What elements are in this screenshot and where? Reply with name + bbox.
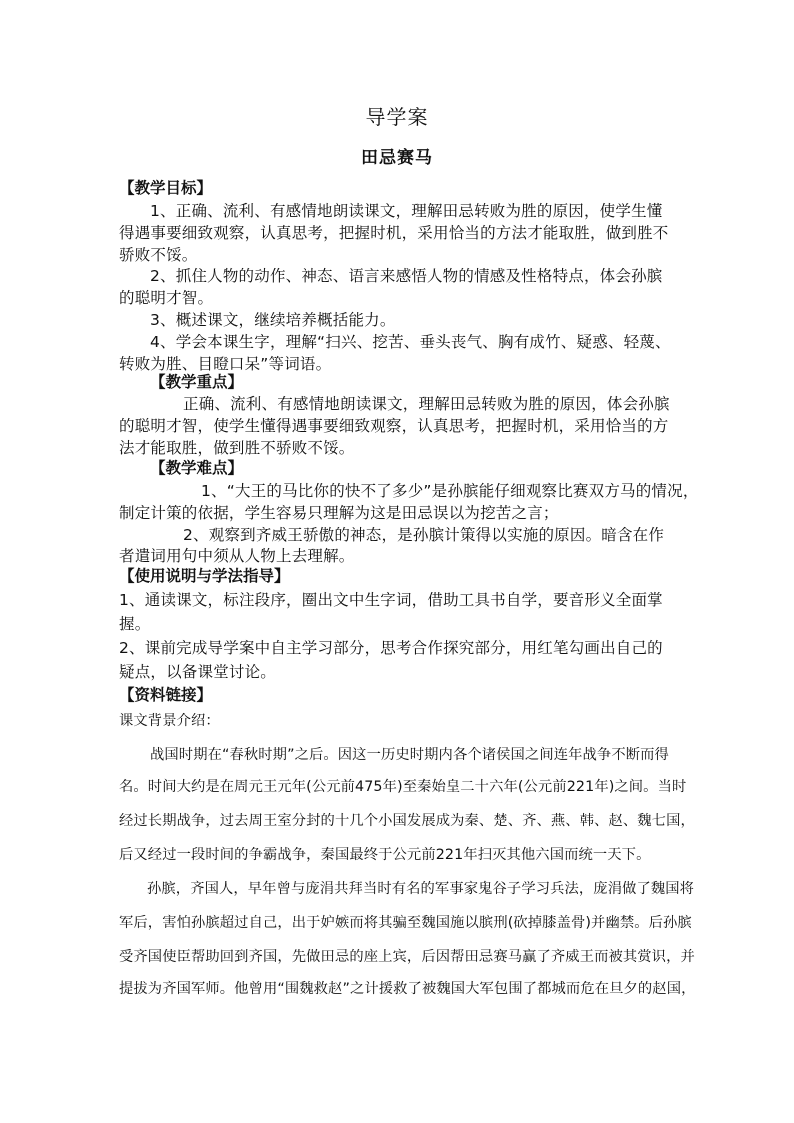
key-points-line: 正确、流利、有感情地朗读课文，理解田忌转败为胜的原因，体会孙膑: [183, 395, 670, 413]
objectives-line: 得遇事要细致观察，认真思考，把握时机，采用恰当的方法才能取胜，做到胜不: [119, 224, 669, 242]
resources-paragraph-line: 军后，害怕孙膑超过自己，出于妒嫉而将其骗至魏国施以膑刑(砍掉膝盖骨)并幽禁。后孙膑: [119, 915, 692, 931]
resources-paragraph-line: 受齐国使臣帮助回到齐国，先做田忌的座上宾，后因帮田忌赛马赢了齐威王而被其赏识，并: [119, 949, 695, 965]
section-heading-resources: 【资料链接】: [119, 686, 213, 704]
key-points-line: 的聪明才智，使学生懂得遇事要细致观察，认真思考，把握时机，采用恰当的方: [119, 417, 669, 435]
usage-line: 握。: [119, 615, 151, 633]
usage-line: 2、课前完成导学案中自主学习部分，思考合作探究部分，用红笔勾画出自己的: [119, 639, 663, 657]
usage-line: 疑点，以备课堂讨论。: [119, 663, 277, 681]
difficulties-line: 制定计策的依据，学生容易只理解为这是田忌误以为挖苦之言；: [119, 504, 559, 522]
objectives-line: 骄败不馁。: [119, 246, 198, 264]
objectives-line: 3、概述课文，继续培养概括能力。: [150, 311, 396, 329]
difficulties-line: 2、观察到齐威王骄傲的神态，是孙膑计策得以实施的原因。暗含在作: [183, 526, 665, 544]
resources-paragraph-line: 孙膑，齐国人，早年曾与庞涓共拜当时有名的军事家鬼谷子学习兵法，庞涓做了魏国将: [147, 881, 695, 897]
usage-line: 1、通读课文，标注段序，圈出文中生字词，借助工具书自学，要音形义全面掌: [119, 591, 663, 609]
difficulties-line: 1、“大王的马比你的快不了多少”是孙膑能仔细观察比赛双方马的情况，: [201, 482, 699, 500]
section-heading-difficulties: 【教学难点】: [150, 459, 244, 477]
objectives-line: 的聪明才智。: [119, 289, 214, 307]
section-heading-key-points: 【教学重点】: [150, 373, 244, 391]
resources-paragraph-line: 战国时期在“春秋时期”之后。因这一历史时期内各个诸侯国之间连年战争不断而得: [150, 747, 669, 763]
document-title: 导学案: [365, 105, 429, 129]
resources-intro: 课文背景介绍：: [119, 713, 220, 729]
objectives-line: 1、正确、流利、有感情地朗读课文，理解田忌转败为胜的原因，使学生懂: [150, 202, 663, 220]
lesson-title: 田忌赛马: [361, 148, 433, 168]
section-heading-usage: 【使用说明与学法指导】: [119, 567, 290, 585]
objectives-line: 2、抓住人物的动作、神态、语言来感悟人物的情感及性格特点，体会孙膑: [150, 267, 663, 285]
resources-paragraph-line: 经过长期战争，过去周王室分封的十几个小国发展成为秦、楚、齐、燕、韩、赵、魏七国，: [119, 813, 695, 829]
resources-paragraph-line: 提拔为齐国军师。他曾用“围魏救赵”之计援救了被魏国大军包围了都城而危在旦夕的赵国，: [119, 981, 696, 997]
key-points-line: 法才能取胜，做到胜不骄败不馁。: [119, 439, 355, 457]
objectives-line: 4、学会本课生字，理解“扫兴、挖苦、垂头丧气、胸有成竹、疑惑、轻蔑、: [150, 333, 671, 351]
resources-paragraph-line: 名。时间大约是在周元王元年(公元前475年)至秦始皇二十六年(公元前221年)之间。当时: [119, 779, 687, 795]
difficulties-line: 者遣词用句中须从人物上去理解。: [119, 547, 355, 565]
resources-paragraph-line: 后又经过一段时间的争霸战争，秦国最终于公元前221年扫灭其他六国而统一天下。: [119, 847, 651, 863]
section-heading-objectives: 【教学目标】: [119, 179, 213, 197]
objectives-line: 转败为胜、目瞪口呆”等词语。: [119, 355, 332, 373]
